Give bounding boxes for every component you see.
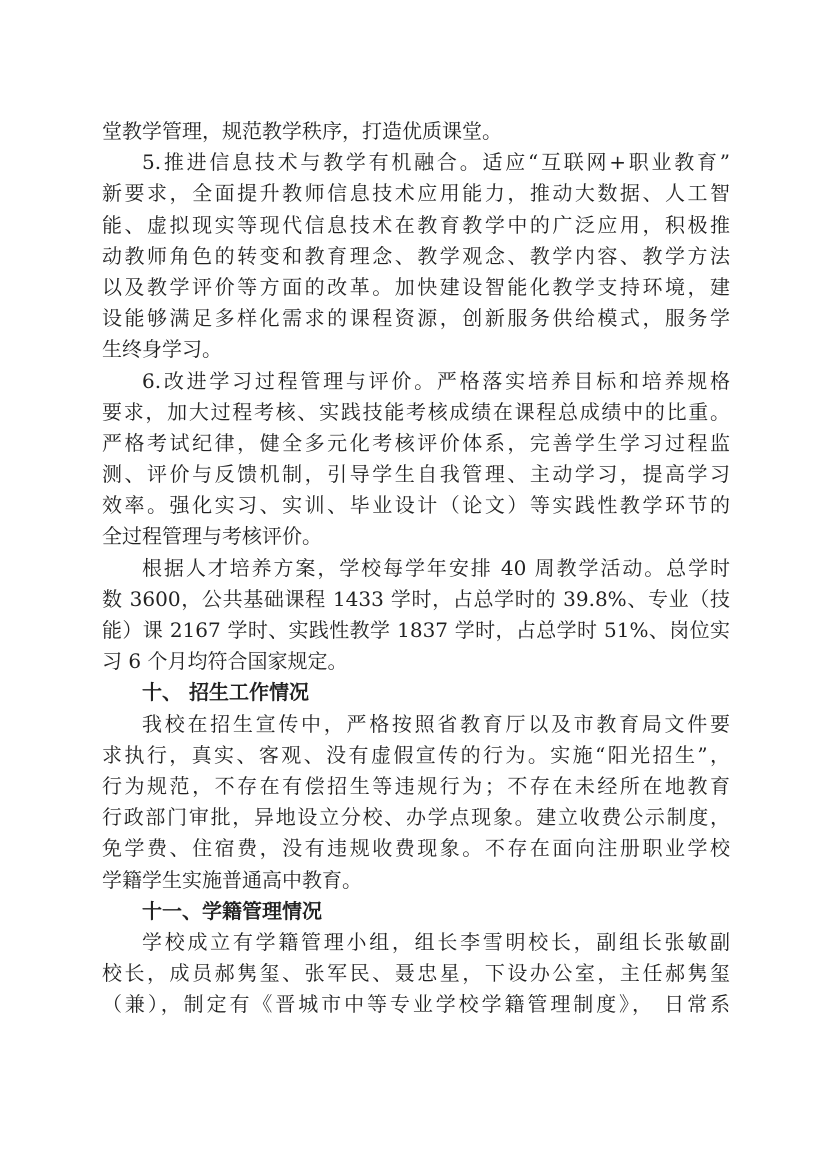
text-line: 免学费、住宿费，没有违规收费现象。不存在面向注册职业学校 — [102, 836, 730, 861]
text-line: 能）课 2167 学时、实践性教学 1837 学时，占总学时 51%、岗位实 — [102, 618, 730, 642]
text-line: 数 3600，公共基础课程 1433 学时，占总学时的 39.8%、专业（技 — [102, 586, 730, 611]
text-line: 能、虚拟现实等现代信息技术在教育教学中的广泛应用，积极推 — [102, 212, 730, 237]
text-line: 要求，加大过程考核、实践技能考核成绩在课程总成绩中的比重。 — [102, 399, 730, 424]
text-line: 校长，成员郝隽玺、张军民、聂忠星，下设办公室，主任郝隽玺 — [102, 961, 730, 986]
text-line: 行为规范，不存在有偿招生等违规行为；不存在未经所在地教育 — [102, 773, 730, 798]
text-line: 生终身学习。 — [102, 337, 222, 362]
text-line: 设能够满足多样化需求的课程资源，创新服务供给模式，服务学 — [102, 306, 730, 331]
text-line: 全过程管理与考核评价。 — [102, 524, 322, 549]
text-line: 学校成立有学籍管理小组，组长李雪明校长，副组长张敏副 — [142, 929, 730, 954]
text-line: 根据人才培养方案，学校每学年安排 40 周教学活动。总学时 — [142, 555, 730, 580]
text-line: 学籍学生实施普通高中教育。 — [102, 867, 362, 892]
text-line: 堂教学管理，规范教学秩序，打造优质课堂。 — [102, 119, 502, 143]
text-line: 5.推进信息技术与教学有机融合。适应“互联网+职业教育” — [142, 150, 730, 175]
text-line: 新要求，全面提升教师信息技术应用能力，推动大数据、人工智 — [102, 181, 730, 206]
text-line: 以及教学评价等方面的改革。加快建设智能化教学支持环境，建 — [102, 274, 730, 299]
text-line: 测、评价与反馈机制，引导学生自我管理、主动学习，提高学习 — [102, 462, 730, 487]
text-line: （兼），制定有《晋城市中等专业学校学籍管理制度》， 日常系 — [102, 992, 730, 1017]
section-heading: 十一、学籍管理情况 — [142, 898, 322, 923]
text-line: 行政部门审批，异地设立分校、办学点现象。建立收费公示制度， — [102, 805, 730, 830]
section-heading: 十、 招生工作情况 — [142, 680, 309, 705]
text-line: 效率。强化实习、实训、毕业设计（论文）等实践性教学环节的 — [102, 493, 730, 518]
text-line: 严格考试纪律，健全多元化考核评价体系，完善学生学习过程监 — [102, 430, 730, 455]
text-line: 习 6 个月均符合国家规定。 — [102, 649, 348, 674]
text-line: 求执行，真实、客观、没有虚假宣传的行为。实施“阳光招生”， — [102, 742, 730, 767]
document-body — [102, 116, 730, 1020]
text-line: 6.改进学习过程管理与评价。严格落实培养目标和培养规格 — [142, 368, 730, 393]
text-line: 我校在招生宣传中，严格按照省教育厅以及市教育局文件要 — [142, 711, 730, 736]
text-line: 动教师角色的转变和教育理念、教学观念、教学内容、教学方法 — [102, 243, 730, 268]
